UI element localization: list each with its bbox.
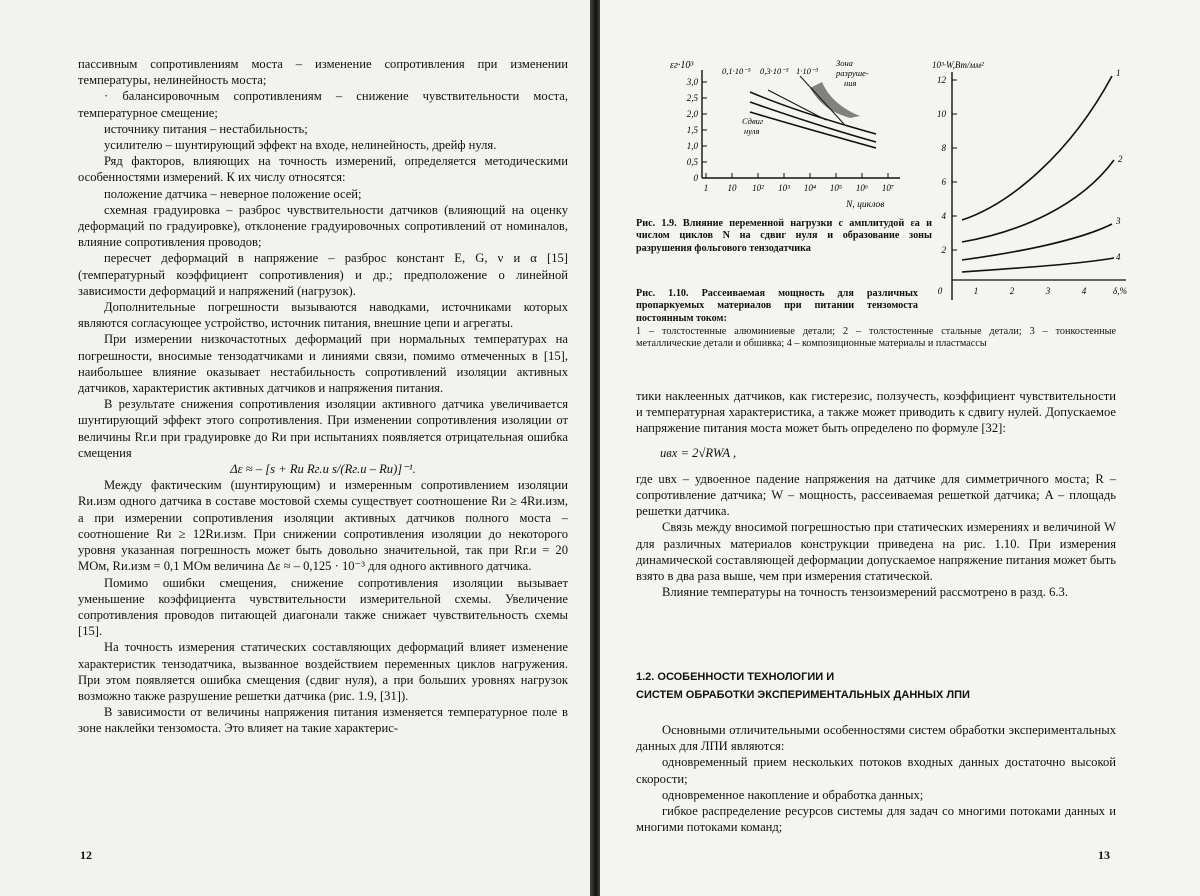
fig110-y-tick-label: 10 <box>937 109 946 119</box>
fig110-x-tick-label: 2 <box>1009 286 1015 296</box>
right-page-text-bottom <box>636 722 1116 835</box>
fig19-x-tick-label: 10⁷ <box>881 183 895 193</box>
paragraph: схемная градуировка – разброс чувствительности датчиков (влияющий на оценку деформаций по градуировке), отклонение градуировочных сопротивлений от номиналов, влияние сопротивления проводов; <box>78 202 568 250</box>
paragraph: где uвх – удвоенное падение напряжения на датчике для симметричного моста; R – сопротивление датчика; W – мощность, рассеиваемая решеткой датчика; A – площадь решетки датчика. <box>636 471 1116 519</box>
fig19-zone-label: разруше- <box>836 68 869 78</box>
fig19-y-tick-label: 1,5 <box>686 125 698 135</box>
page-number: 13 <box>1098 848 1110 862</box>
fig110-x-tick-label: 3 <box>1045 286 1051 296</box>
paragraph: Дополнительные погрешности вызываются наводками, источниками которых являются согласующее устройство, источник питания, внешние цепи и агрегаты. <box>78 300 568 331</box>
fig110-y-tick-label: 6 <box>941 177 946 187</box>
fig110-x-tick-label: 4 <box>1081 286 1087 296</box>
formula: uвх = 2√RWA , <box>660 445 737 460</box>
paragraph: Основными отличительными особенностями систем обработки экспериментальных данных для ЛПИ являются: <box>636 723 1116 754</box>
formula: Δε ≈ – [s + Rи Rг.и s/(Rг.и – Rи)]⁻¹. <box>230 462 416 477</box>
paragraph: В результате снижения сопротивления изоляции активного датчика увеличивается шунтирующий эффект этого сопротивления. При изменении сопротивления изоляции от величины Rг.и при градуировке до Rи при испытаниях появляется отрицательная ошибка смещения <box>78 397 568 460</box>
fig19-y-tick-label: 0 <box>693 173 698 183</box>
fig19-x-tick-label: 10 <box>727 183 737 193</box>
paragraph: одновременное накопление и обработка данных; <box>662 787 924 802</box>
fig19-curve-2 <box>750 102 876 142</box>
fig110-x-tick-label: δ,% <box>1113 286 1127 296</box>
paragraph: Между фактическим (шунтирующим) и измеренным сопротивлением изоляции Rи.изм одного датчика в составе мостовой схемы существует соотношение Rи ≥ 4Rи.изм, а при измерении сопротивления изоляции активных датчиков полного моста – соотношение Rи ≥ 12Rи.изм. При снижении сопротивления изоляции до некоторого уровня указанная погрешность может быть довольно значительной, так при Rг.и = 20 МОм, Rи.изм = 0,1 МОм величина Δε ≈ – 0,125 · 10⁻³ для одного активного датчика. <box>78 478 568 574</box>
paragraph: · балансировочным сопротивлениям – снижение чувствительности моста, температурное смещение; <box>78 89 568 120</box>
fig110-y-tick-label: 12 <box>937 75 946 85</box>
fig110-caption-title: Рис. 1.10. Рассеиваемая мощность для различных пропаркуемых материалов при питании тензомоста постоянным током: <box>636 288 918 324</box>
figure-1-10 <box>930 54 1130 300</box>
fig110-curve-4 <box>962 258 1114 272</box>
fig19-y-tick-label: 0,5 <box>686 157 698 167</box>
fig19-x-tick-label: 1 <box>703 183 709 193</box>
paragraph: усилителю – шунтирующий эффект на входе, нелинейность, дрейф нуля. <box>104 138 497 153</box>
paragraph: В зависимости от величины напряжения питания изменяется температурное поле в зоне наклейки тензомоста. Это влияет на такие характерис- <box>78 705 568 736</box>
fig19-x-tick-label: 10² <box>752 183 764 193</box>
fig110-y-label: 10³·W,Вт/мм² <box>932 60 984 70</box>
fig19-y-tick-label: 2,5 <box>686 93 698 103</box>
page-number: 12 <box>80 848 92 862</box>
fig19-caption: Рис. 1.9. Влияние переменной нагрузки с амплитудой εа и числом циклов N на сдвиг нуля и образование зоны разрушения фольгового тензодатчика <box>636 218 932 254</box>
fig19-y-tick-label: 2,0 <box>686 109 698 119</box>
right-page-text-top <box>636 388 1116 600</box>
fig19-shift-label: нуля <box>744 126 760 136</box>
fig19-x-tick-label: 10⁴ <box>803 183 817 193</box>
paragraph: пересчет деформаций в напряжение – разброс констант E, G, ν и α [15] (температурный коэффициент сопротивления) и др.; предположение о линейной зависимости деформаций и напряжений (нагрузок). <box>78 251 568 298</box>
fig19-zone-label: Зона <box>836 58 853 68</box>
paragraph: Ряд факторов, влияющих на точность измерений, определяется методическими особенностями измерений. К их числу относятся: <box>78 154 568 185</box>
fig110-y-tick-label: 2 <box>941 245 946 255</box>
fig110-curve-label: 2 <box>1118 154 1123 164</box>
fig19-curve-label-1: 0,1·10⁻³ <box>722 66 751 76</box>
left-page-text <box>78 56 568 737</box>
fig110-x-tick-label: 0 <box>937 286 943 296</box>
paragraph: гибкое распределение ресурсов системы для задач со многими потоками данных и многими потоками команд; <box>636 804 1116 835</box>
paragraph: источнику питания – нестабильность; <box>104 121 308 136</box>
fig19-shift-label: Сдвиг <box>742 116 764 126</box>
fig110-curve-1 <box>962 76 1112 220</box>
fig19-x-label: N, циклов <box>846 200 885 210</box>
fig110-x-tick-label: 1 <box>973 286 979 296</box>
paragraph: Влияние температуры на точность тензоизмерений рассмотрено в разд. 6.3. <box>662 585 1068 600</box>
figure-1-9 <box>650 54 930 214</box>
fig19-x-tick-label: 10⁶ <box>855 183 869 193</box>
paragraph: положение датчика – неверное положение осей; <box>104 186 362 201</box>
fig110-curve-label: 4 <box>1116 252 1121 262</box>
fig19-x-tick-label: 10⁵ <box>829 183 843 193</box>
fig19-curve-3 <box>750 112 876 148</box>
fig110-y-tick-label: 8 <box>941 143 946 153</box>
fig110-curve-label: 1 <box>1116 68 1121 78</box>
fig110-caption-legend: 1 – толстостенные алюминиевые детали; 2 – толстостенные стальные детали; 3 – тонкостенные металлические детали и обшивка; 4 – композиционные материалы и пластмассы <box>636 326 1116 350</box>
paragraph: Связь между вносимой погрешностью при статических измерениях и величиной W для различных материалов конструкции приведена на рис. 1.10. При измерения динамической составляющей деформации допускаемое напряжение питания может быть взято в два раза выше, чем при измерения статической. <box>636 520 1116 584</box>
paragraph: Помимо ошибки смещения, снижение сопротивления изоляции вызывает уменьшение коэффициента чувствительности измерительной схемы. Увеличение сопротивления проводов питающей диагонали также снижает чувствительность схемы [15]. <box>78 575 568 639</box>
fig110-curve-3 <box>962 224 1112 260</box>
paragraph: тики наклеенных датчиков, как гистерезис, ползучесть, коэффициент чувствительности и температурная характеристика, а также может приводить к сдвигу нулей. Допускаемое напряжение питания моста может быть определено по формуле [32]: <box>636 389 1116 436</box>
fig19-curve-label-3: 1·10⁻³ <box>796 66 818 76</box>
fig110-curve-label: 3 <box>1116 216 1121 226</box>
fig19-x-tick-label: 10³ <box>778 183 790 193</box>
paragraph: одновременный прием нескольких потоков входных данных достаточно высокой скорости; <box>636 755 1116 786</box>
paragraph: пассивным сопротивлениям моста – изменение сопротивления при изменении температуры, нелинейность моста; <box>78 57 568 88</box>
fig110-x-ticks <box>930 282 1130 300</box>
paragraph: При измерении низкочастотных деформаций при нормальных температурах на погрешности, вносимые тензодатчиками и линиями связи, помимо отмеченных в [15], наибольшее влияние оказывает нестабильность сопротивлений изоляции активных датчиков, характеристик активных датчиков и напряжения питания. <box>78 332 568 396</box>
section-heading: 1.2. ОСОБЕННОСТИ ТЕХНОЛОГИИ И СИСТЕМ ОБРАБОТКИ ЭКСПЕРИМЕНТАЛЬНЫХ ДАННЫХ ЛПИ <box>636 671 970 701</box>
fig110-y-tick-label: 4 <box>941 211 946 221</box>
left-page <box>0 0 592 896</box>
paragraph: На точность измерения статических составляющих деформаций влияет изменение характеристик тензодатчика, вызванное воздействием переменных циклов нагружения. При этом появляется ошибка смещения (сдвиг нуля), а при больших уровнях нагрузок возможно также разрушение решетки датчика (рис. 1.9, [31]). <box>78 640 568 703</box>
fig19-y-tick-label: 1,0 <box>686 141 698 151</box>
fig19-curve-label-2: 0,3·10⁻³ <box>760 66 789 76</box>
fig19-y-label: εг·10³ <box>670 60 694 71</box>
fig19-zone-label: ния <box>844 78 857 88</box>
fig19-y-tick-label: 3,0 <box>686 77 698 87</box>
